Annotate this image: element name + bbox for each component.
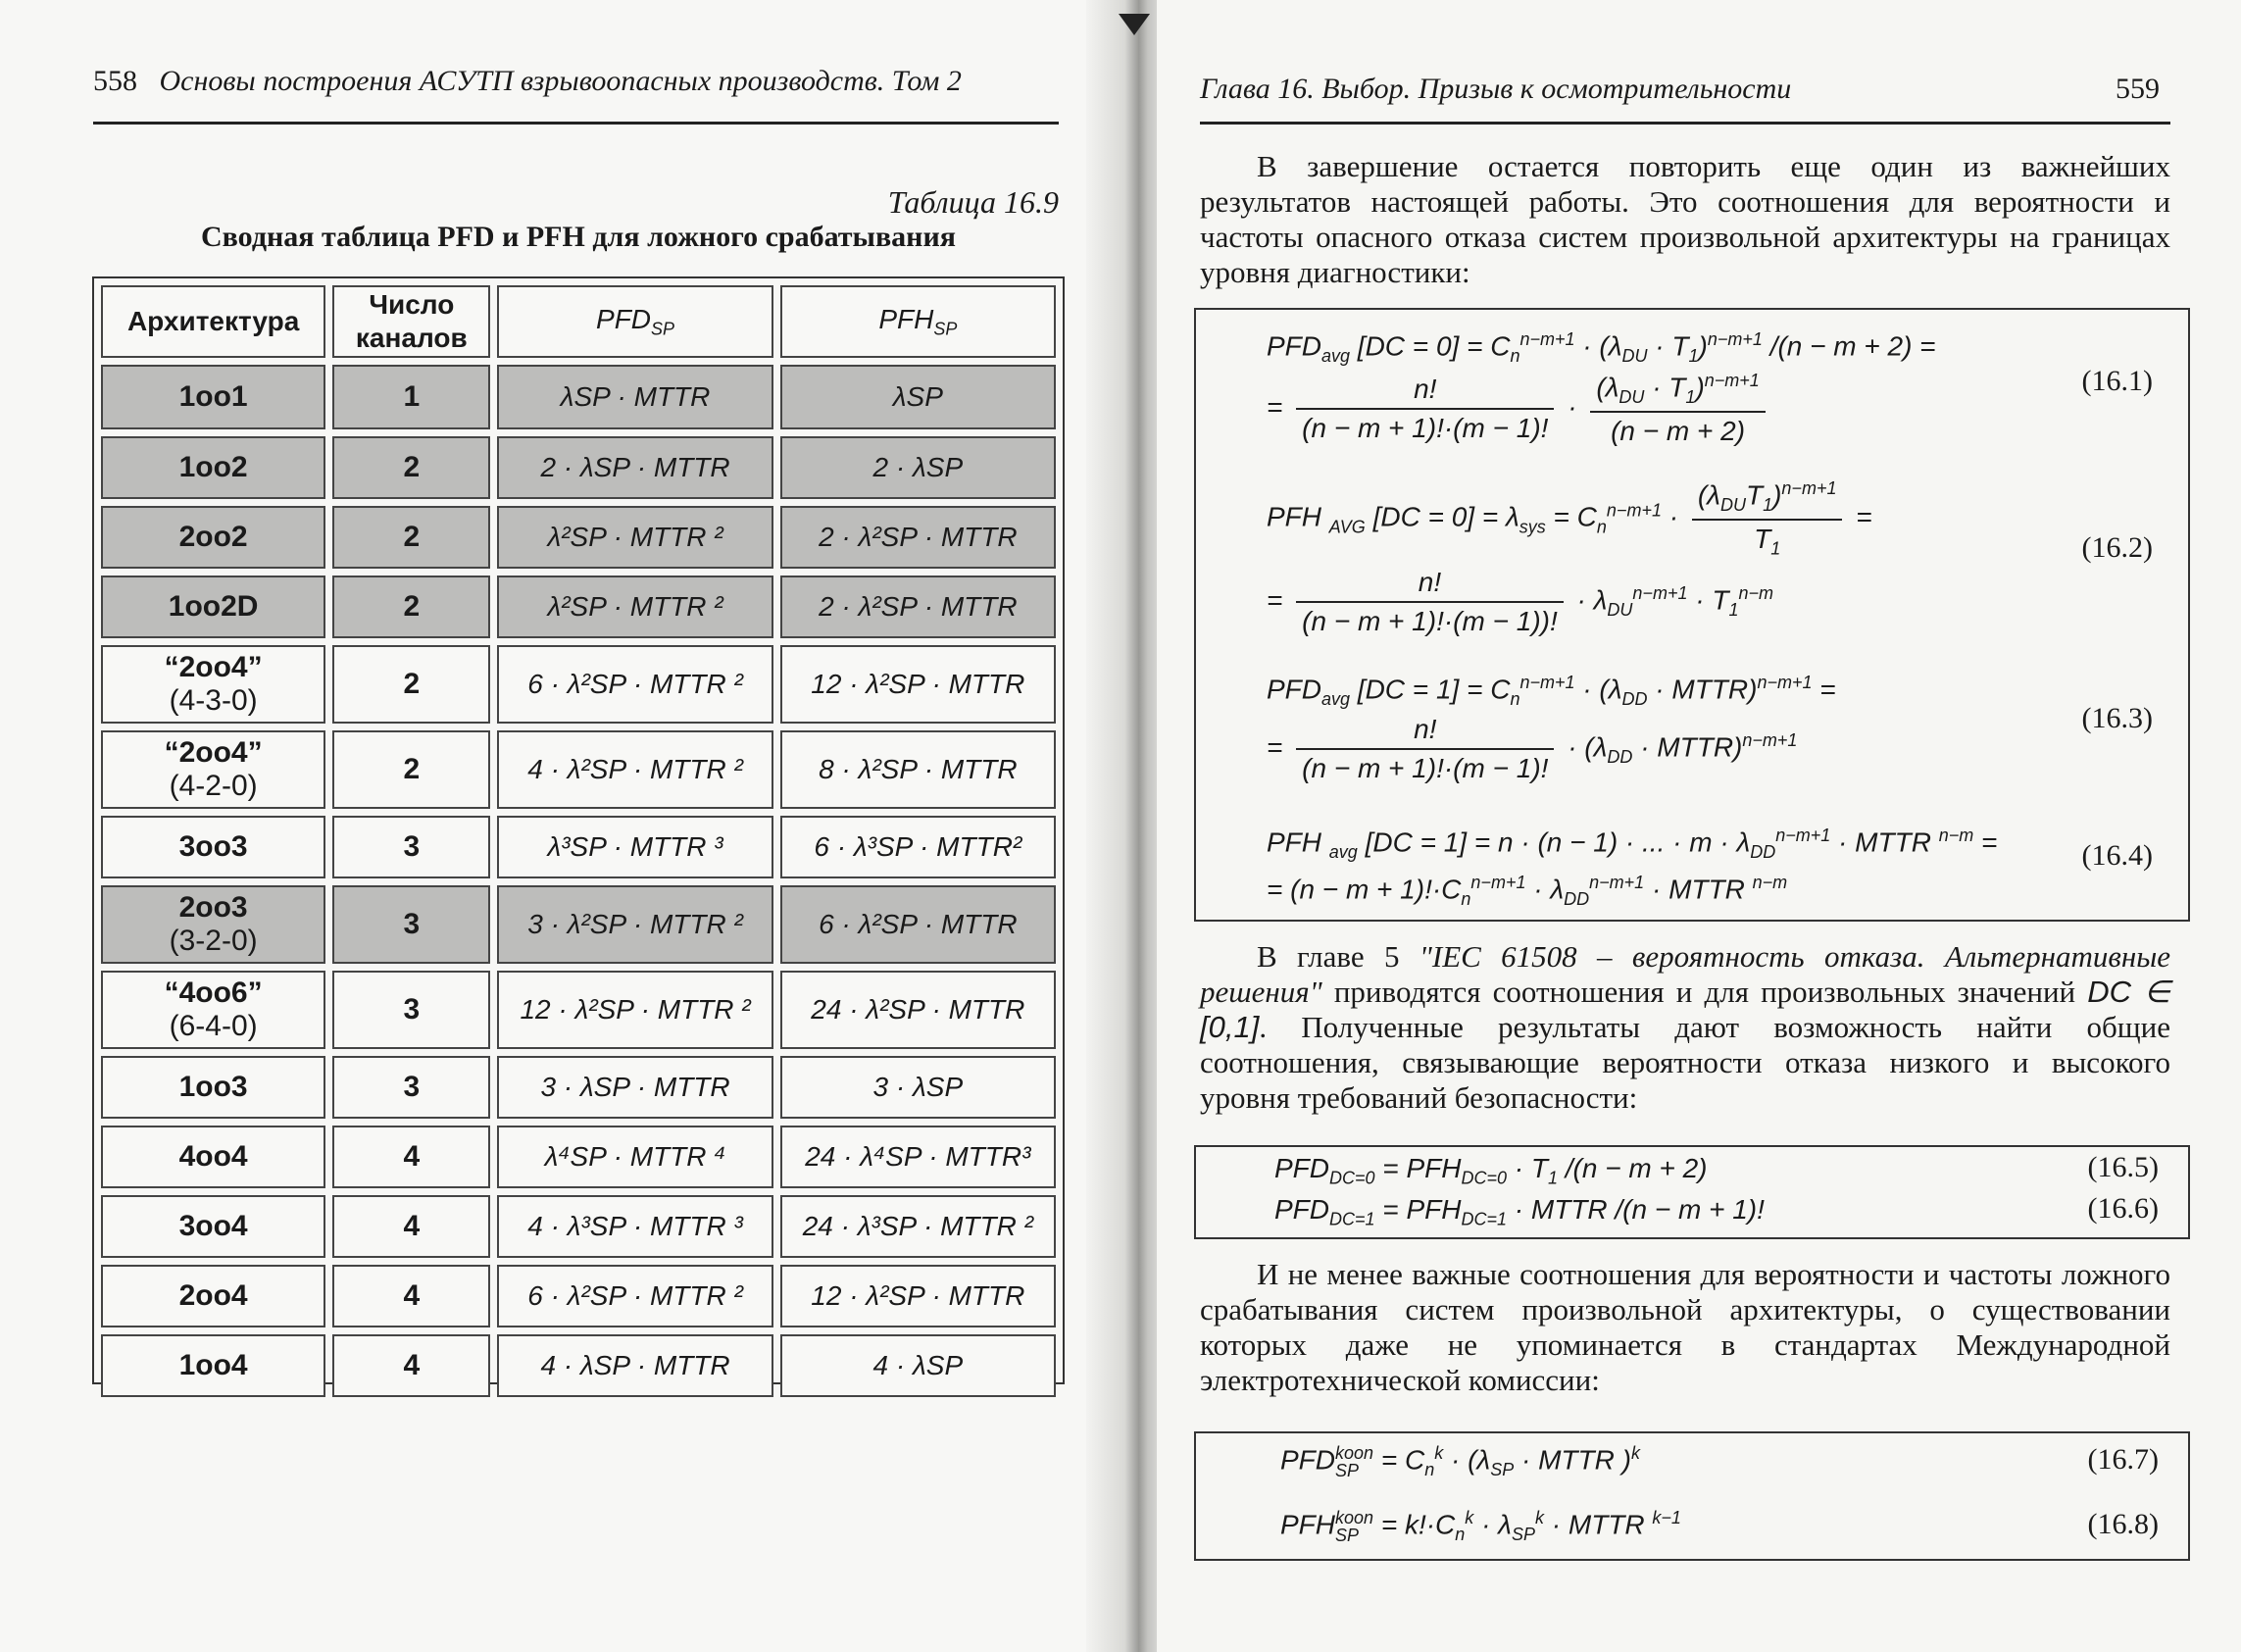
equation-16-7: PFD koon SP = $C_n^k \cdot (\lambda_{SP}$ · MTTR )$^k$ — [1280, 1442, 1640, 1480]
cell-channels: 4 — [332, 1265, 490, 1327]
eqnum-16-6: (16.6) — [2087, 1192, 2159, 1225]
cell-pfd: 4 · λ³SP · MTTR ³ — [497, 1195, 772, 1258]
cell-pfd: λSP · MTTR — [497, 365, 772, 429]
left-running-header — [93, 65, 962, 98]
table-header-row — [101, 285, 1056, 358]
cell-channels: 4 — [332, 1195, 490, 1258]
equation-16-2-line1: PFH $_{AVG}$ $[DC = 0] = \lambda_{sys} = C_n^{n-m+1}$ · $\frac{(\lambda_{DU}T_1)^{n-m+1}}{T_1}$ = — [1267, 478, 1872, 559]
equation-16-2-line2: = $\frac{n!}{(n - m + 1)!\cdot(m - 1))!}$ · $\lambda_{DU}^{n-m+1} \cdot T_1^{n-m}$ — [1267, 567, 1774, 636]
cell-channels: 4 — [332, 1334, 490, 1397]
cell-pfd: 3 · λSP · MTTR — [497, 1056, 772, 1119]
left-page — [0, 0, 1118, 1652]
eqnum-16-1: (16.1) — [2081, 365, 2153, 397]
cell-pfd: λ⁴SP · MTTR ⁴ — [497, 1126, 772, 1188]
cell-channels: 2 — [332, 645, 490, 724]
equation-16-6: $PFD_{DC=1} = PFH_{DC=1}$ · MTTR /(n − m + 1)! — [1274, 1194, 1765, 1229]
table-row — [101, 730, 1056, 809]
table-row — [101, 436, 1056, 499]
cell-pfh: 24 · λ⁴SP · MTTR³ — [780, 1126, 1056, 1188]
cell-channels: 4 — [332, 1126, 490, 1188]
cell-pfh: 2 · λ²SP · MTTR — [780, 506, 1056, 569]
cell-architecture: 2oo2 — [101, 506, 325, 569]
equations-box-2 — [1194, 1145, 2190, 1239]
cell-channels: 2 — [332, 436, 490, 499]
bookmark-marker — [1119, 14, 1150, 35]
cell-architecture: 2oo4 — [101, 1265, 325, 1327]
cell-pfd: λ³SP · MTTR ³ — [497, 816, 772, 878]
table-row — [101, 576, 1056, 638]
right-page-number: 559 — [2116, 73, 2160, 105]
cell-channels: 3 — [332, 1056, 490, 1119]
header-pfd: $PFD_{SP}$ — [497, 285, 772, 358]
cell-pfd: λ²SP · MTTR ² — [497, 576, 772, 638]
table-row — [101, 1126, 1056, 1188]
paragraph-chapter5: В главе 5 "IEC 61508 – вероятность отказа. Альтернативные решения" приводятся соотношения и для произвольных значений DC ∈ [0,1]. Полученные результаты дают возможность найти общие соотношения, связывающие вероятности отказа низкого и высокого уровня требований безопасности: — [1200, 939, 2170, 1115]
cell-pfd: λ²SP · MTTR ² — [497, 506, 772, 569]
cell-architecture: 3oo4 — [101, 1195, 325, 1258]
cell-pfh: 6 · λ²SP · MTTR — [780, 885, 1056, 964]
cell-architecture: 4oo4 — [101, 1126, 325, 1188]
cell-pfh: 24 · λ²SP · MTTR — [780, 971, 1056, 1049]
table-row — [101, 1265, 1056, 1327]
cell-pfh: λSP — [780, 365, 1056, 429]
cell-pfh: 2 · λ²SP · MTTR — [780, 576, 1056, 638]
equation-16-3-line1: $PFD_{avg}$ $[DC = 1] = C_n^{n-m+1} \cdot (\lambda_{DD}$ · MTTR)$^{n-m+1}$ = — [1267, 673, 1836, 709]
table-row — [101, 816, 1056, 878]
equations-box-3 — [1194, 1431, 2190, 1561]
table-row — [101, 365, 1056, 429]
cell-architecture: 3oo3 — [101, 816, 325, 878]
right-header-rule — [1200, 122, 2170, 125]
right-page — [1157, 0, 2241, 1652]
equation-16-3-line2: = $\frac{n!}{(n - m + 1)!\cdot(m - 1)!}$ · ($\lambda_{DD}$ · MTTR)$^{n-m+1}$ — [1267, 714, 1798, 783]
cell-channels: 3 — [332, 885, 490, 964]
paragraph-false-trip: И не менее важные соотношения для вероятности и частоты ложного срабатывания систем произвольной архитектуры, о существовании которых даже не упоминается в стандартах Международной электротехнической комиссии: — [1200, 1257, 2170, 1397]
summary-table — [92, 276, 1065, 1384]
cell-architecture: 2oo3 (3-2-0) — [101, 885, 325, 964]
cell-pfh: 12 · λ²SP · MTTR — [780, 645, 1056, 724]
equation-16-4-line2: = $(n - m + 1)!\cdot C_n^{n-m+1} \cdot \lambda_{DD}^{n-m+1}$ · MTTR $^{n-m}$ — [1267, 873, 1788, 909]
cell-architecture: 1oo2D — [101, 576, 325, 638]
cell-channels: 1 — [332, 365, 490, 429]
eqnum-16-8: (16.8) — [2087, 1508, 2159, 1540]
cell-pfd: 3 · λ²SP · MTTR ² — [497, 885, 772, 964]
cell-architecture: “4oo6” (6-4-0) — [101, 971, 325, 1049]
table-row — [101, 1056, 1056, 1119]
cell-pfh: 12 · λ²SP · MTTR — [780, 1265, 1056, 1327]
cell-pfh: 24 · λ³SP · MTTR ² — [780, 1195, 1056, 1258]
cell-pfh: 4 · λSP — [780, 1334, 1056, 1397]
cell-channels: 3 — [332, 971, 490, 1049]
cell-architecture: 1oo3 — [101, 1056, 325, 1119]
cell-channels: 2 — [332, 730, 490, 809]
header-channels: Число каналов — [332, 285, 490, 358]
equation-16-1-line1: $PFD_{avg}$ $[DC = 0] = C_n^{n-m+1} \cdot (\lambda_{DU} \cdot T_1)^{n-m+1}$ /(n − m + 2) = — [1267, 329, 1936, 366]
cell-channels: 2 — [332, 506, 490, 569]
left-page-number: 558 — [93, 65, 137, 97]
cell-pfh: 6 · λ³SP · MTTR² — [780, 816, 1056, 878]
equation-16-8: PFH koon SP = $k!\cdot C_n^k \cdot \lambda_{SP}^k$ · MTTR $^{k-1}$ — [1280, 1507, 1681, 1545]
cell-pfh: 2 · λSP — [780, 436, 1056, 499]
table-row — [101, 885, 1056, 964]
table-row — [101, 971, 1056, 1049]
cell-pfd: 4 · λSP · MTTR — [497, 1334, 772, 1397]
eqnum-16-2: (16.2) — [2081, 531, 2153, 564]
cell-architecture: “2oo4” (4-3-0) — [101, 645, 325, 724]
table-row — [101, 645, 1056, 724]
cell-pfh: 8 · λ²SP · MTTR — [780, 730, 1056, 809]
left-header-rule — [93, 122, 1059, 125]
right-running-title: Глава 16. Выбор. Призыв к осмотрительности — [1200, 73, 1792, 105]
cell-pfd: 2 · λSP · MTTR — [497, 436, 772, 499]
equation-16-5: $PFD_{DC=0} = PFH_{DC=0} \cdot T_1$ /(n − m + 2) — [1274, 1153, 1708, 1188]
table-row — [101, 506, 1056, 569]
pfd-pfh-table — [94, 278, 1063, 1404]
equation-16-4-line1: PFH $_{avg}$ [DC = 1] = n · (n − 1) · ... · $m \cdot \lambda_{DD}^{n-m+1}$ · MTTR $^{n-m}$ = — [1267, 826, 1998, 862]
cell-channels: 3 — [332, 816, 490, 878]
cell-pfd: 4 · λ²SP · MTTR ² — [497, 730, 772, 809]
cell-channels: 2 — [332, 576, 490, 638]
cell-architecture: 1oo1 — [101, 365, 325, 429]
eqnum-16-3: (16.3) — [2081, 702, 2153, 734]
left-running-title: Основы построения АСУТП взрывоопасных производств. Том 2 — [159, 65, 962, 97]
table-row — [101, 1334, 1056, 1397]
cell-architecture: “2oo4” (4-2-0) — [101, 730, 325, 809]
equations-box-1 — [1194, 308, 2190, 922]
header-pfh: $PFH_{SP}$ — [780, 285, 1056, 358]
table-row — [101, 1195, 1056, 1258]
cell-pfd: 12 · λ²SP · MTTR ² — [497, 971, 772, 1049]
eqnum-16-7: (16.7) — [2087, 1443, 2159, 1476]
cell-architecture: 1oo2 — [101, 436, 325, 499]
table-caption: Сводная таблица PFD и PFH для ложного срабатывания — [201, 221, 956, 253]
cell-pfh: 3 · λSP — [780, 1056, 1056, 1119]
table-number: Таблица 16.9 — [887, 184, 1059, 220]
header-architecture: Архитектура — [101, 285, 325, 358]
equation-16-1-line2: = $\frac{n!}{(n - m + 1)!\cdot(m - 1)!}$ · $\frac{(\lambda_{DU} \cdot T_1)^{n-m+1}}{(n - m + 2)}$ — [1267, 371, 1771, 447]
paragraph-intro: В завершение остается повторить еще один из важнейших результатов настоящей работы. Это соотношения для вероятности и частоты опасного отказа систем произвольной архитектуры на границах уровня диагностики: — [1200, 149, 2170, 289]
eqnum-16-4: (16.4) — [2081, 839, 2153, 872]
cell-pfd: 6 · λ²SP · MTTR ² — [497, 645, 772, 724]
cell-pfd: 6 · λ²SP · MTTR ² — [497, 1265, 772, 1327]
cell-architecture: 1oo4 — [101, 1334, 325, 1397]
eqnum-16-5: (16.5) — [2087, 1151, 2159, 1183]
